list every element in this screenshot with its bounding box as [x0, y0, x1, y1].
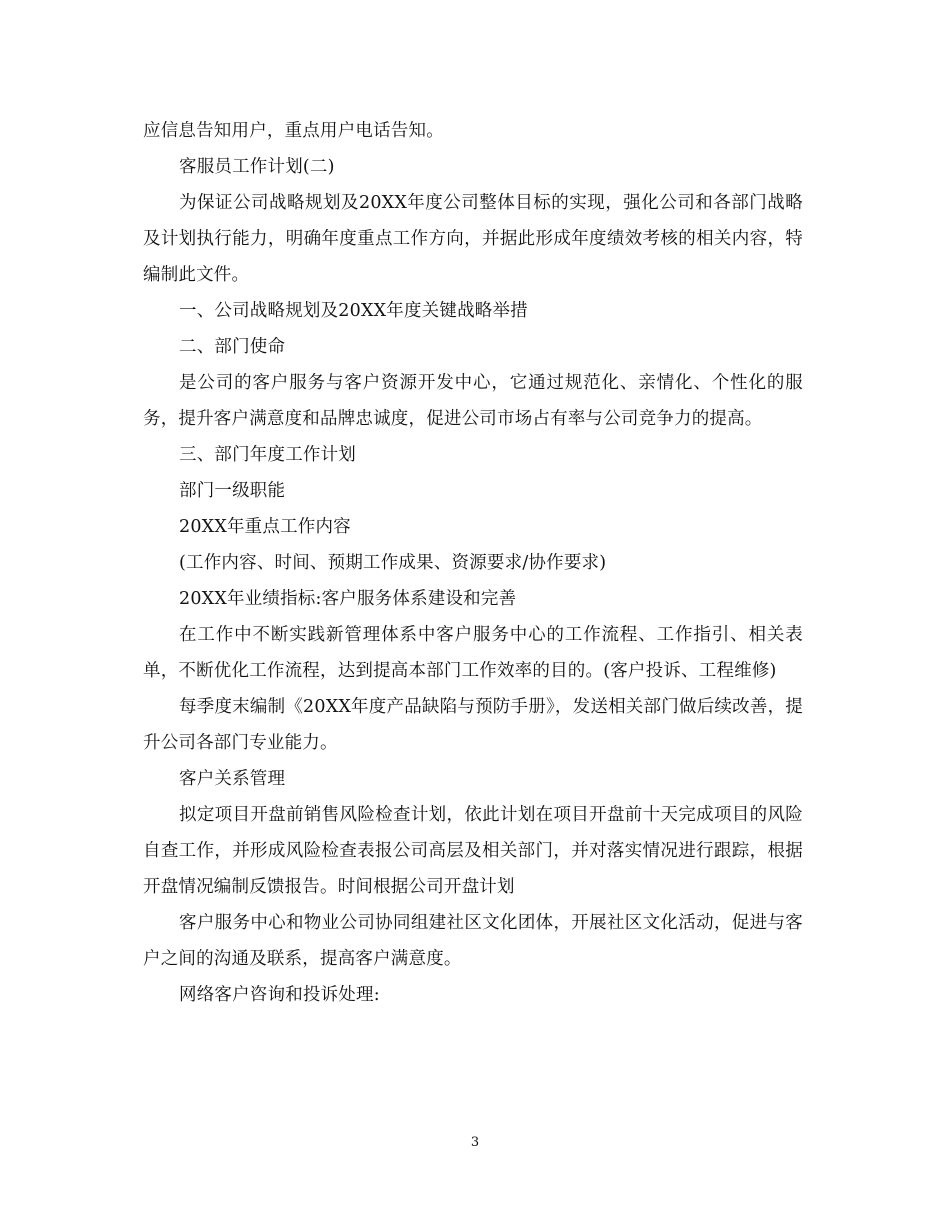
subheading: 部门一级职能 [179, 481, 286, 501]
paragraph: 每季度末编制《20XX年度产品缺陷与预防手册》，发送相关部门做后续改善，提升公司各部门专业能力。 [143, 697, 803, 753]
paragraph: (工作内容、时间、预期工作成果、资源要求/协作要求) [179, 553, 607, 573]
section-heading: 客服员工作计划(二) [179, 157, 335, 177]
subheading: 20XX年业绩指标:客户服务体系建设和完善 [179, 589, 517, 609]
section-heading: 一、公司战略规划及20XX年度关键战略举措 [179, 301, 528, 321]
section-heading: 二、部门使命 [179, 337, 286, 357]
paragraph: 在工作中不断实践新管理体系中客户服务中心的工作流程、工作指引、相关表单，不断优化工作流程，达到提高本部门工作效率的目的。(客户投诉、工程维修) [143, 625, 803, 681]
document-body [143, 113, 803, 1013]
subheading: 20XX年重点工作内容 [179, 517, 351, 537]
paragraph: 拟定项目开盘前销售风险检查计划，依此计划在项目开盘前十天完成项目的风险自查工作，并形成风险检查表报公司高层及相关部门，并对落实情况进行跟踪，根据开盘情况编制反馈报告。时间根据公司开盘计划 [143, 805, 803, 897]
paragraph: 是公司的客户服务与客户资源开发中心，它通过规范化、亲情化、个性化的服务，提升客户满意度和品牌忠诚度，促进公司市场占有率与公司竞争力的提高。 [143, 373, 803, 429]
page-number: 3 [470, 1135, 480, 1150]
paragraph: 应信息告知用户，重点用户电话告知。 [143, 121, 444, 141]
paragraph: 客户服务中心和物业公司协同组建社区文化团体，开展社区文化活动，促进与客户之间的沟通及联系，提高客户满意度。 [143, 913, 803, 969]
section-heading: 三、部门年度工作计划 [179, 445, 356, 465]
subheading: 客户关系管理 [179, 769, 286, 789]
subheading: 网络客户咨询和投诉处理: [179, 985, 380, 1005]
paragraph: 为保证公司战略规划及20XX年度公司整体目标的实现，强化公司和各部门战略及计划执行能力，明确年度重点工作方向，并据此形成年度绩效考核的相关内容，特编制此文件。 [143, 193, 803, 285]
